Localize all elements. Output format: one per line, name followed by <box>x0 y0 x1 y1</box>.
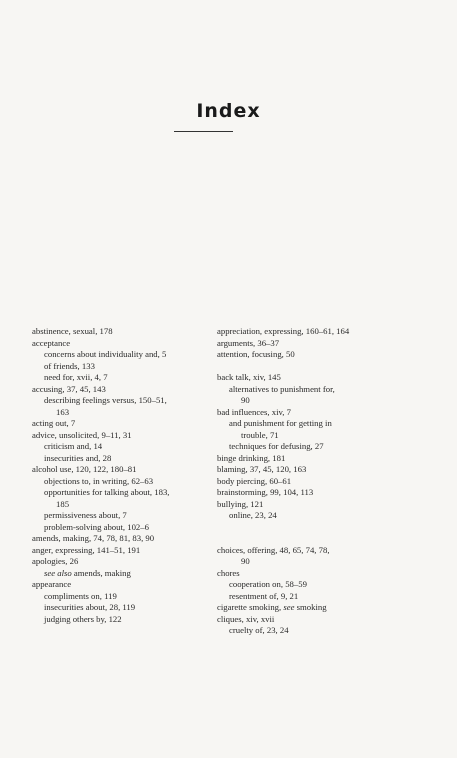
index-entry: opportunities for talking about, 183, <box>44 487 170 497</box>
index-entry: amends, making, 74, 78, 81, 83, 90 <box>32 533 155 543</box>
index-entry: cliques, xiv, xvii <box>217 613 275 624</box>
index-entry: bullying, 121 <box>217 498 264 509</box>
page-title: Index <box>196 100 261 122</box>
index-entry: cruelty of, 23, 24 <box>229 625 289 635</box>
index-entry: online, 23, 24 <box>229 510 277 520</box>
index-entry: advice, unsolicited, 9–11, 31 <box>32 429 132 440</box>
index-entry: acting out, 7 <box>32 418 76 428</box>
index-entry: back talk, xiv, 145 <box>217 372 281 382</box>
index-entry: choices, offering, 48, 65, 74, 78, <box>217 544 330 555</box>
section-gap <box>217 533 407 545</box>
index-entry: arguments, 36–37 <box>217 337 280 348</box>
index-column-left <box>32 326 212 625</box>
index-entry: 90 <box>241 556 250 566</box>
index-entry: appearance <box>32 579 72 589</box>
index-entry: objections to, in writing, 62–63 <box>44 475 154 486</box>
index-entry: cigarette smoking, see smoking <box>217 602 327 612</box>
index-entry: problem-solving about, 102–6 <box>44 521 149 532</box>
index-entry: 90 <box>241 395 250 405</box>
index-entry: concerns about individuality and, 5 <box>44 349 167 359</box>
index-entry: of friends, 133 <box>44 360 95 371</box>
title-underline <box>174 131 233 132</box>
index-column-right <box>217 326 407 637</box>
index-entry: anger, expressing, 141–51, 191 <box>32 544 141 555</box>
index-entry: brainstorming, 99, 104, 113 <box>217 487 314 497</box>
index-entry: alcohol use, 120, 122, 180–81 <box>32 464 137 474</box>
index-entry: techniques for defusing, 27 <box>229 441 324 451</box>
index-entry: appreciation, expressing, 160–61, 164 <box>217 326 350 336</box>
index-entry: and punishment for getting in <box>229 418 332 428</box>
index-entry: need for, xvii, 4, 7 <box>44 372 108 382</box>
index-entry: binge drinking, 181 <box>217 452 286 463</box>
index-entry: permissiveness about, 7 <box>44 510 127 520</box>
index-entry: accusing, 37, 45, 143 <box>32 383 106 394</box>
index-entry: insecurities about, 28, 119 <box>44 602 136 612</box>
index-entry: criticism and, 14 <box>44 441 103 451</box>
index-entry: trouble, 71 <box>241 429 279 440</box>
index-entry: resentment of, 9, 21 <box>229 590 299 601</box>
index-entry: body piercing, 60–61 <box>217 475 292 486</box>
section-gap <box>217 361 407 373</box>
index-entry: acceptance <box>32 337 71 348</box>
index-entry: 163 <box>56 406 70 417</box>
index-entry: abstinence, sexual, 178 <box>32 326 113 336</box>
index-entry: alternatives to punishment for, <box>229 383 335 394</box>
index-entry: insecurities and, 28 <box>44 452 112 463</box>
index-entry: describing feelings versus, 150–51, <box>44 395 167 405</box>
index-entry: see also amends, making <box>44 567 131 578</box>
index-entry: attention, focusing, 50 <box>217 349 295 359</box>
index-entry: judging others by, 122 <box>44 613 122 624</box>
index-entry: compliments on, 119 <box>44 590 117 601</box>
section-gap <box>217 522 407 534</box>
index-entry: chores <box>217 567 240 578</box>
index-entry: blaming, 37, 45, 120, 163 <box>217 464 307 474</box>
index-entry: bad influences, xiv, 7 <box>217 406 291 417</box>
index-entry: 185 <box>56 498 70 509</box>
index-entry: apologies, 26 <box>32 556 79 566</box>
index-entry: cooperation on, 58–59 <box>229 579 307 589</box>
